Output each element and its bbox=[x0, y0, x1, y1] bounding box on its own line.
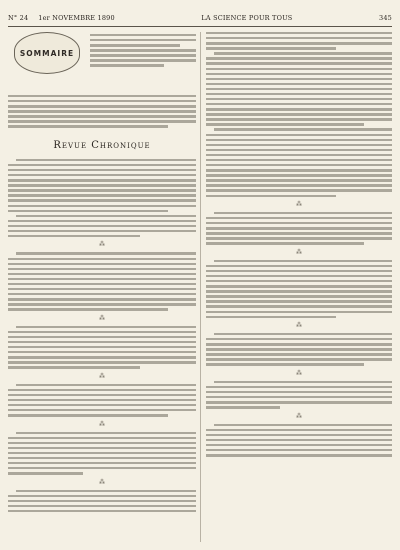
article-text-left: ⁂ ⁂ ⁂ ⁂ ⁂ bbox=[8, 159, 196, 512]
sommaire-side-text bbox=[90, 34, 196, 70]
journal-title: LA SCIENCE POUR TOUS bbox=[201, 14, 293, 22]
issue-number: N° 24 bbox=[8, 14, 29, 22]
column-rule bbox=[200, 32, 201, 542]
sommaire-title: SOMMAIRE bbox=[19, 48, 75, 58]
page-number: 345 bbox=[378, 14, 392, 22]
sommaire-text bbox=[8, 95, 196, 128]
right-column bbox=[206, 32, 392, 542]
issue-date: 1er NOVEMBRE 1890 bbox=[38, 14, 115, 22]
sommaire-box bbox=[8, 32, 196, 92]
article-text-right: ⁂ ⁂ ⁂ ⁂ ⁂ bbox=[206, 32, 392, 457]
page-header bbox=[8, 12, 392, 27]
section-title: Revue Chronique bbox=[53, 139, 151, 151]
sommaire-badge bbox=[14, 32, 80, 74]
left-column bbox=[8, 32, 196, 542]
